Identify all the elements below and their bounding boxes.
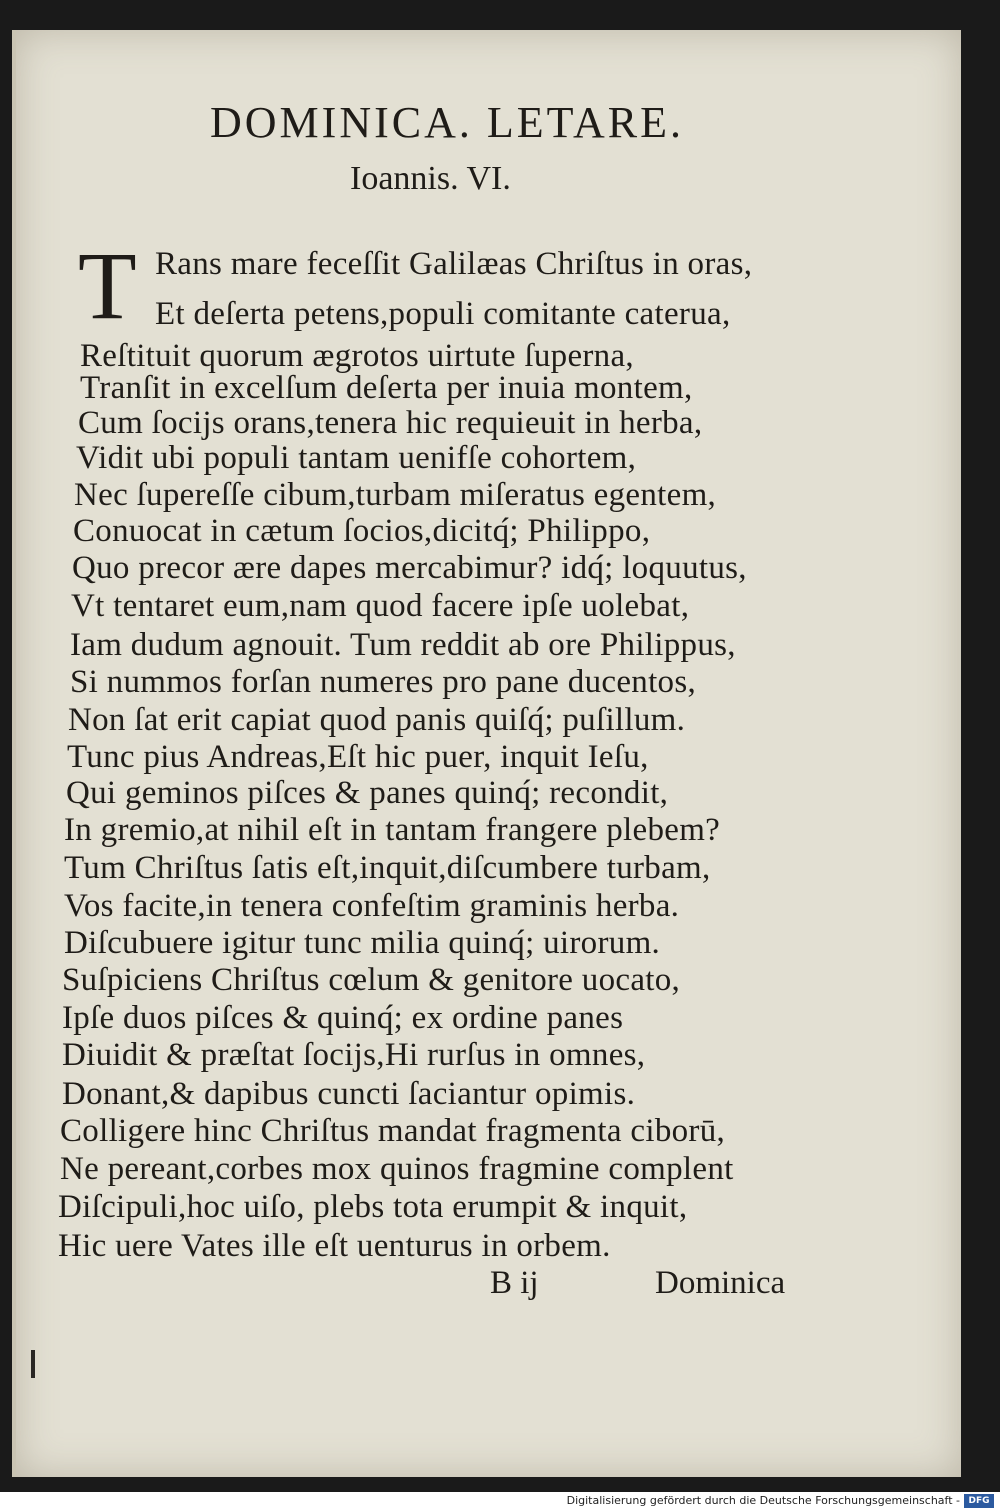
verse-line: Conuocat in cætum ſocios,dicitq́; Philippo,: [73, 513, 651, 549]
verse-line: Vos facite,in tenera confeſtim graminis herba.: [64, 888, 680, 924]
signature-mark: B ij: [490, 1265, 539, 1301]
verse-line: Donant,& dapibus cuncti ſaciantur opimis.: [62, 1076, 636, 1112]
verse-line: Cum ſocijs orans,tenera hic requieuit in herba,: [78, 405, 703, 441]
verse-line: Suſpiciens Chriſtus cœlum & genitore uocato,: [62, 962, 681, 998]
credit-bar: [0, 1492, 1000, 1511]
verse-line: Vt tentaret eum,nam quod facere ipſe uolebat,: [71, 588, 690, 624]
drop-capital: T: [78, 232, 137, 339]
verse-line: Tum Chriſtus ſatis eſt,inquit,diſcumbere turbam,: [64, 850, 711, 886]
page-subtitle: Ioannis. VI.: [350, 160, 511, 197]
verse-line: Nec ſupereſſe cibum,turbam miſeratus egentem,: [74, 477, 717, 513]
page-title: DOMINICA. LETARE.: [210, 98, 684, 147]
verse-line: Iam dudum agnouit. Tum reddit ab ore Philippus,: [70, 627, 736, 663]
verse-line: Qui geminos piſces & panes quinq́; recondit,: [66, 775, 669, 811]
verse-line: Diuidit & præſtat ſocijs,Hi rurſus in omnes,: [62, 1037, 646, 1073]
verse-line: Hic uere Vates ille eſt uenturus in orbem.: [58, 1228, 611, 1264]
verse-line: Diſcipuli,hoc uiſo, plebs tota erumpit & inquit,: [58, 1189, 688, 1225]
dfg-logo-icon: DFG: [964, 1494, 994, 1508]
verse-line: Quo precor ære dapes mercabimur? idq́; loquutus,: [72, 550, 747, 586]
verse-line: Rans mare feceſſit Galilæas Chriſtus in oras,: [155, 246, 753, 282]
verse-line: Si nummos forſan numeres pro pane ducentos,: [70, 664, 697, 700]
verse-line: In gremio,at nihil eſt in tantam frangere plebem?: [64, 812, 721, 848]
verse-line: Ipſe duos piſces & quinq́; ex ordine panes: [62, 1000, 624, 1036]
verse-line: Reſtituit quorum ægrotos uirtute ſuperna,: [80, 338, 634, 374]
verse-line: Ne pereant,corbes mox quinos fragmine complent: [60, 1151, 734, 1187]
verse-line: Tunc pius Andreas,Eſt hic puer, inquit Ieſu,: [67, 739, 649, 775]
verse-line: Vidit ubi populi tantam uenifſe cohortem,: [76, 440, 637, 476]
verse-line: Et deſerta petens,populi comitante caterua,: [155, 296, 731, 332]
catchword: Dominica: [655, 1265, 786, 1301]
verse-line: Tranſit in excelſum deſerta per inuia montem,: [80, 370, 693, 406]
margin-mark: [31, 1350, 35, 1378]
verse-line: Colligere hinc Chriſtus mandat fragmenta ciborū,: [60, 1113, 726, 1149]
credit-text: Digitalisierung gefördert durch die Deutsche Forschungsgemeinschaft -: [566, 1494, 960, 1507]
verse-line: Diſcubuere igitur tunc milia quinq́; uirorum.: [64, 925, 661, 961]
verse-line: Non ſat erit capiat quod panis quiſq́; puſillum.: [68, 702, 686, 738]
